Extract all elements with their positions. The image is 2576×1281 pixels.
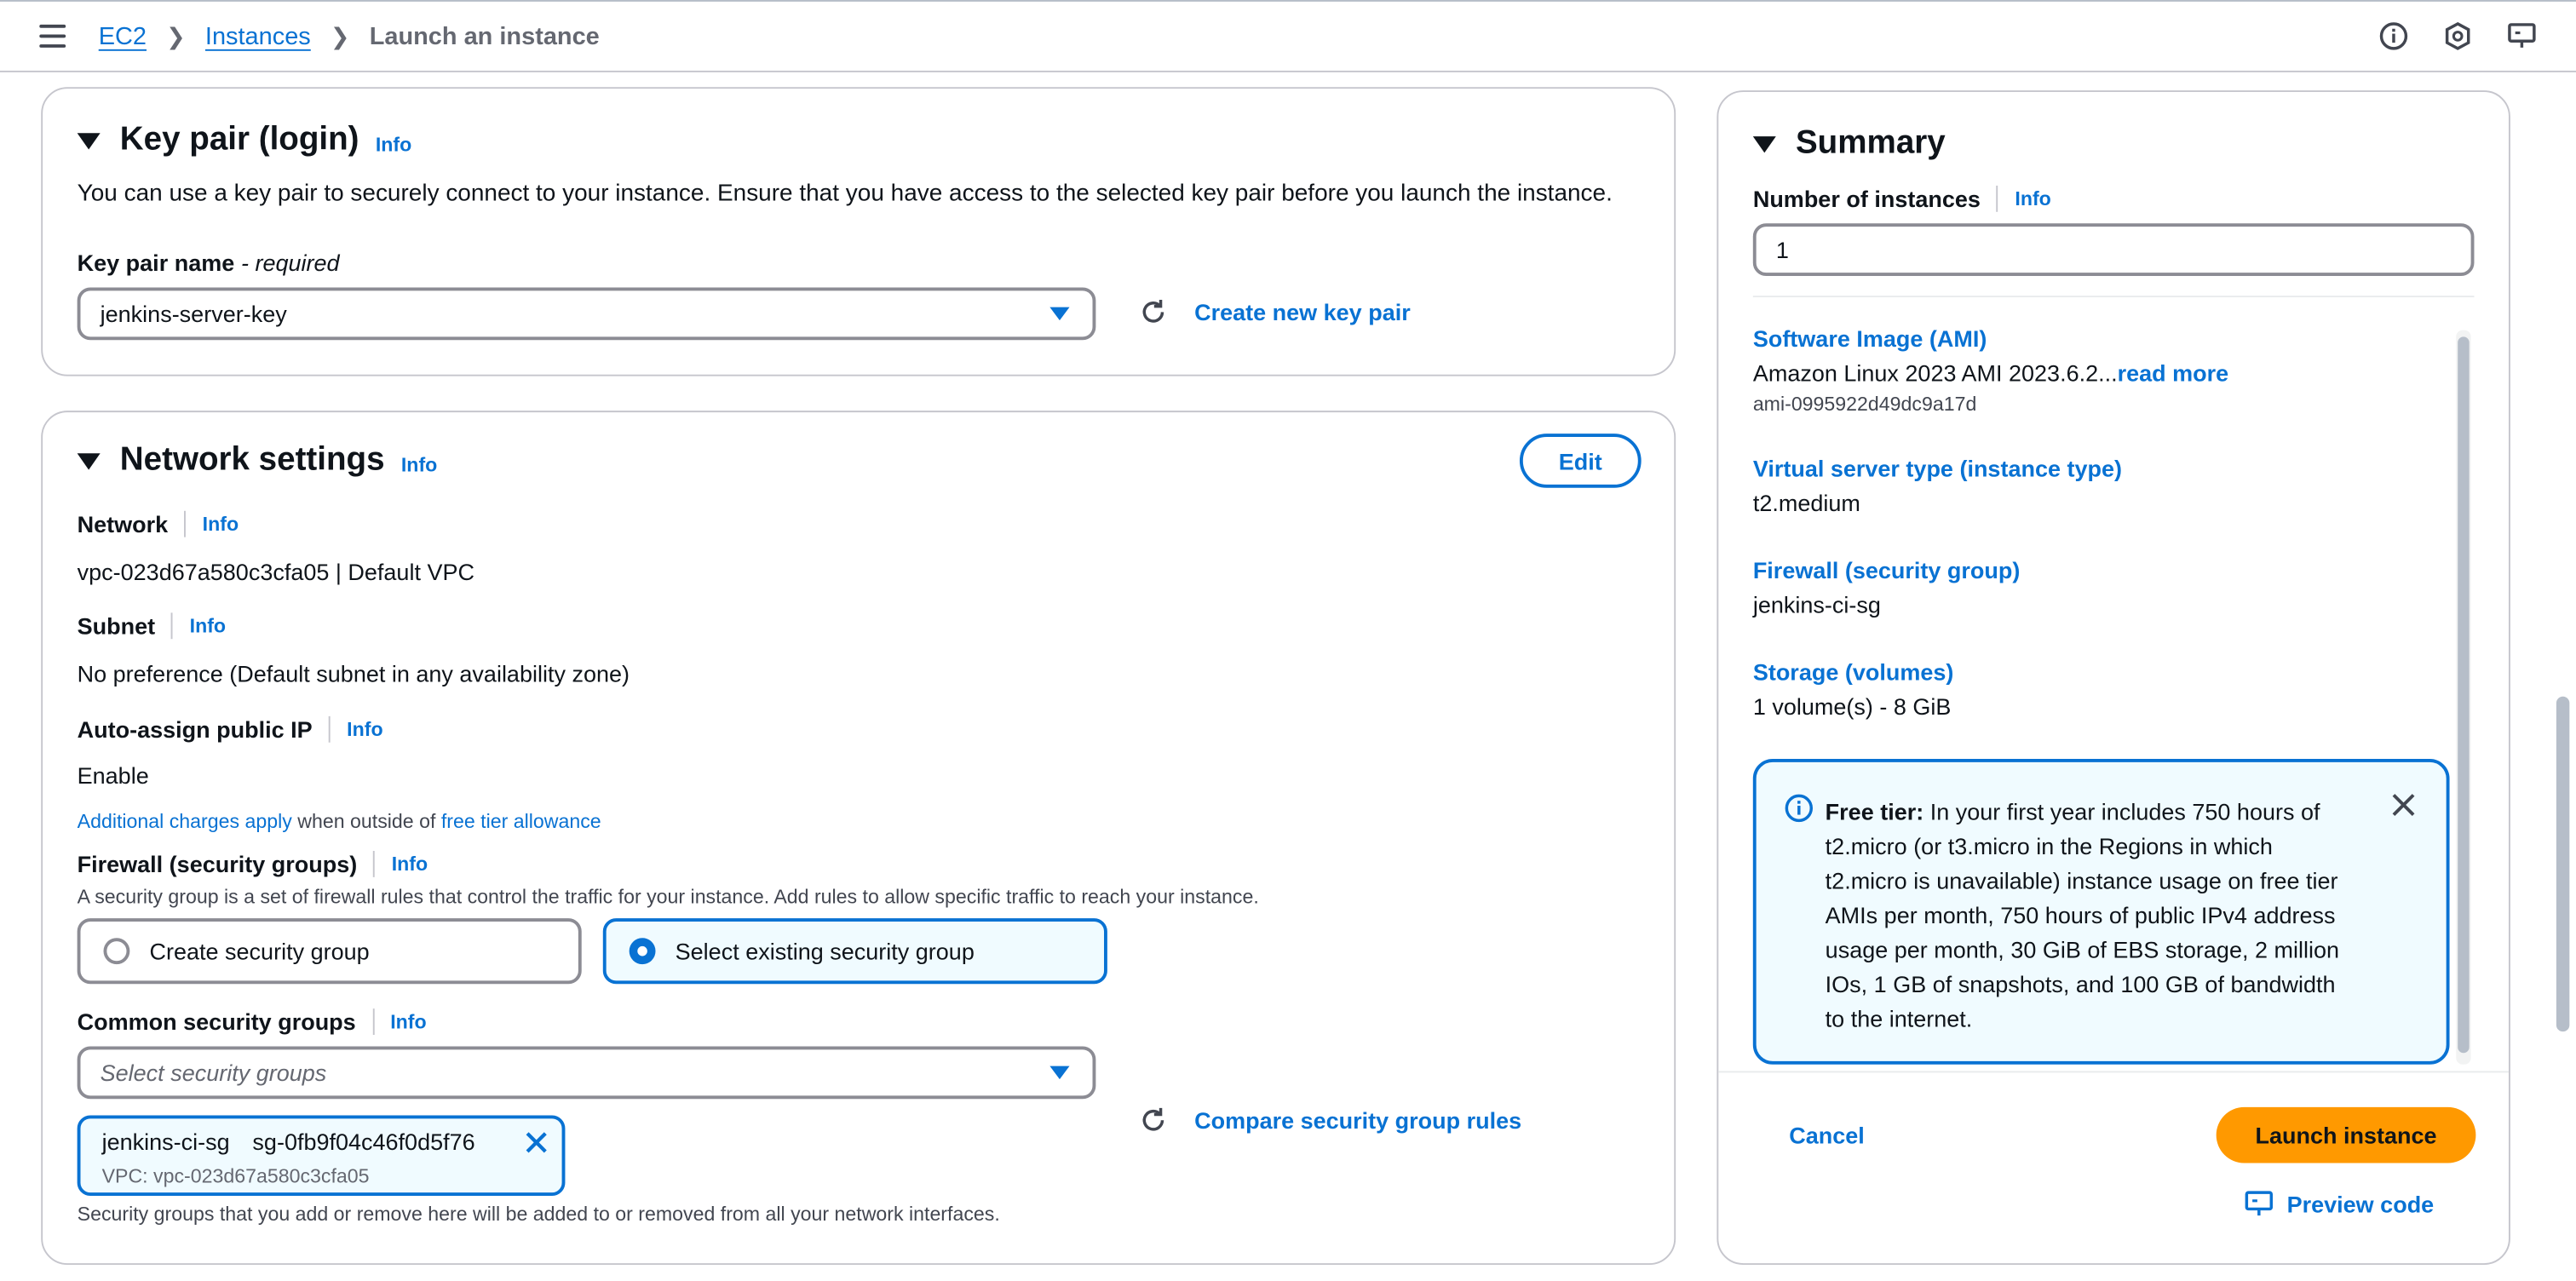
- caret-down-icon: [78, 452, 101, 468]
- security-groups-footer-note: Security groups that you add or remove here will be added to or removed from all your network interfaces.: [77, 1202, 1000, 1226]
- additional-charges-link[interactable]: Additional charges apply: [77, 809, 292, 833]
- security-groups-placeholder: Select security groups: [100, 1059, 327, 1086]
- compare-security-group-rules-link[interactable]: Compare security group rules: [1194, 1106, 1522, 1134]
- number-of-instances-value: 1: [1775, 236, 1789, 263]
- chevron-right-icon: ❯: [166, 23, 186, 49]
- preview-code-button[interactable]: [2244, 1189, 2434, 1219]
- token-group-id: sg-0fb9f04c46f0d5f76: [252, 1128, 475, 1155]
- firewall-label-text: Firewall (security groups): [77, 851, 358, 877]
- ami-id: ami-0995922d49dc9a17d: [1752, 392, 1977, 416]
- token-title: [102, 1129, 475, 1155]
- create-security-group-option[interactable]: [78, 918, 582, 984]
- storage-link[interactable]: Storage (volumes): [1752, 658, 1954, 686]
- info-circle-icon[interactable]: [2379, 21, 2409, 51]
- create-security-group-label: Create security group: [149, 938, 370, 965]
- security-group-token: [78, 1116, 566, 1197]
- subnet-label-text: Subnet: [77, 612, 156, 640]
- auto-assign-ip-info-link[interactable]: Info: [347, 717, 383, 741]
- network-settings-title: Network settings: [119, 441, 385, 479]
- radio-selected-icon: [630, 938, 656, 964]
- key-pair-info-link[interactable]: Info: [375, 133, 412, 157]
- token-group-name: jenkins-ci-sg: [101, 1128, 230, 1155]
- breadcrumb-current: Launch an instance: [369, 23, 600, 51]
- key-pair-panel: [41, 87, 1676, 376]
- summary-scrollbar-thumb[interactable]: [2458, 336, 2470, 1053]
- create-key-pair-link[interactable]: Create new key pair: [1194, 299, 1411, 325]
- number-of-instances-info-link[interactable]: Info: [2015, 187, 2051, 210]
- common-security-groups-label-text: Common security groups: [77, 1008, 356, 1036]
- key-pair-heading[interactable]: [78, 122, 412, 159]
- charges-note-text: when outside of: [297, 809, 436, 833]
- ami-value-text: Amazon Linux 2023 AMI 2023.6.2...: [1752, 359, 2118, 387]
- network-info-link[interactable]: Info: [400, 453, 438, 477]
- preview-code-label: Preview code: [2286, 1191, 2435, 1218]
- subnet-value: No preference (Default subnet in any availability zone): [77, 660, 630, 687]
- network-value: vpc-023d67a580c3cfa05 | Default VPC: [77, 558, 474, 585]
- free-tier-text: [1826, 795, 2351, 1037]
- firewall-summary-link[interactable]: Firewall (security group): [1752, 556, 2021, 583]
- key-pair-select[interactable]: [78, 288, 1096, 341]
- number-of-instances-input[interactable]: [1753, 223, 2475, 276]
- free-tier-allowance-link[interactable]: free tier allowance: [440, 809, 601, 833]
- number-of-instances-label: [1753, 186, 2051, 212]
- subnet-label: [78, 612, 226, 639]
- info-circle-icon: [1784, 794, 1814, 824]
- auto-assign-ip-label-text: Auto-assign public IP: [77, 715, 313, 743]
- ami-value: [1753, 359, 2228, 386]
- subnet-info-link[interactable]: Info: [189, 614, 227, 638]
- common-security-groups-label: [78, 1008, 427, 1035]
- charges-note: [78, 810, 601, 833]
- required-indicator: - required: [240, 250, 340, 277]
- refresh-icon[interactable]: [1139, 1106, 1169, 1135]
- security-groups-select[interactable]: [78, 1047, 1096, 1100]
- ami-read-more-link[interactable]: read more: [2117, 359, 2229, 387]
- breadcrumb: [99, 23, 600, 51]
- breadcrumb-ec2[interactable]: EC2: [98, 23, 147, 51]
- key-pair-name-label-text: Key pair name: [77, 250, 235, 277]
- firewall-info-link[interactable]: Info: [391, 852, 428, 876]
- close-icon[interactable]: [2390, 792, 2417, 819]
- launch-instance-button[interactable]: Launch instance: [2217, 1107, 2476, 1163]
- summary-heading[interactable]: [1753, 125, 1946, 163]
- top-navigation-bar: [0, 0, 2576, 72]
- software-image-link[interactable]: Software Image (AMI): [1752, 325, 1987, 352]
- divider: [1718, 1071, 2509, 1072]
- refresh-icon[interactable]: [1139, 297, 1169, 327]
- firewall-description: A security group is a set of firewall rules that control the traffic for your instance. Add rules to allow specific traffic to reach your instance.: [77, 885, 1259, 909]
- instance-type-value: t2.medium: [1752, 489, 1860, 516]
- close-icon[interactable]: [524, 1130, 549, 1155]
- summary-scrollbar[interactable]: [2456, 330, 2470, 1065]
- storage-value: 1 volume(s) - 8 GiB: [1752, 692, 1952, 720]
- cancel-button[interactable]: Cancel: [1789, 1122, 1865, 1149]
- token-vpc: VPC: vpc-023d67a580c3cfa05: [101, 1164, 370, 1188]
- auto-assign-ip-value: Enable: [77, 761, 149, 789]
- code-preview-icon: [2244, 1189, 2274, 1219]
- key-pair-description: You can use a key pair to securely connect to your instance. Ensure that you have access to the selected key pair before you launch the instance.: [77, 181, 1613, 208]
- caret-down-icon: [1753, 135, 1776, 152]
- breadcrumb-instances[interactable]: Instances: [204, 23, 311, 51]
- caret-down-icon: [1049, 307, 1069, 320]
- key-pair-selected-value: jenkins-server-key: [100, 300, 287, 327]
- firewall-summary-value: jenkins-ci-sg: [1752, 591, 1881, 618]
- chevron-right-icon: ❯: [330, 23, 350, 49]
- instance-type-link[interactable]: Virtual server type (instance type): [1752, 455, 2122, 482]
- radio-unselected-icon: [104, 938, 130, 964]
- divider: [1753, 296, 2475, 297]
- free-tier-alert: [1753, 759, 2450, 1065]
- network-settings-panel: [41, 411, 1676, 1265]
- page-scrollbar-thumb[interactable]: [2556, 697, 2569, 1031]
- common-security-groups-info-link[interactable]: Info: [390, 1010, 427, 1034]
- caret-down-icon: [78, 132, 101, 148]
- summary-panel: [1716, 90, 2510, 1265]
- key-pair-title: Key pair (login): [119, 121, 359, 158]
- number-of-instances-label-text: Number of instances: [1752, 185, 1981, 212]
- free-tier-body: In your first year includes 750 hours of t2.micro (or t3.micro in the Regions in which t2.micro is unavailable) instance usage on free tier AMIs per month, 750 hours of public IPv4 address usage per month, 30 GiB of EBS storage, 2 million IOs, 1 GB of snapshots, and 100 GB of bandwidth to the internet.: [1825, 798, 2340, 1032]
- firewall-label: [78, 851, 428, 877]
- key-pair-name-label: [78, 250, 340, 276]
- select-existing-security-group-label: Select existing security group: [675, 938, 975, 965]
- help-panel-icon[interactable]: [2507, 21, 2537, 51]
- caret-down-icon: [1049, 1066, 1069, 1079]
- edit-button[interactable]: Edit: [1520, 434, 1642, 488]
- auto-assign-ip-label: [78, 716, 383, 743]
- network-label: [78, 511, 239, 537]
- network-settings-heading[interactable]: [78, 442, 438, 480]
- free-tier-title: Free tier:: [1825, 798, 1924, 825]
- security-shield-icon[interactable]: [2443, 21, 2473, 51]
- network-label-text: Network: [77, 510, 169, 537]
- select-existing-security-group-option[interactable]: [603, 918, 1107, 984]
- menu-icon[interactable]: [39, 25, 66, 48]
- summary-title: Summary: [1795, 124, 1946, 162]
- network-field-info-link[interactable]: Info: [202, 512, 239, 536]
